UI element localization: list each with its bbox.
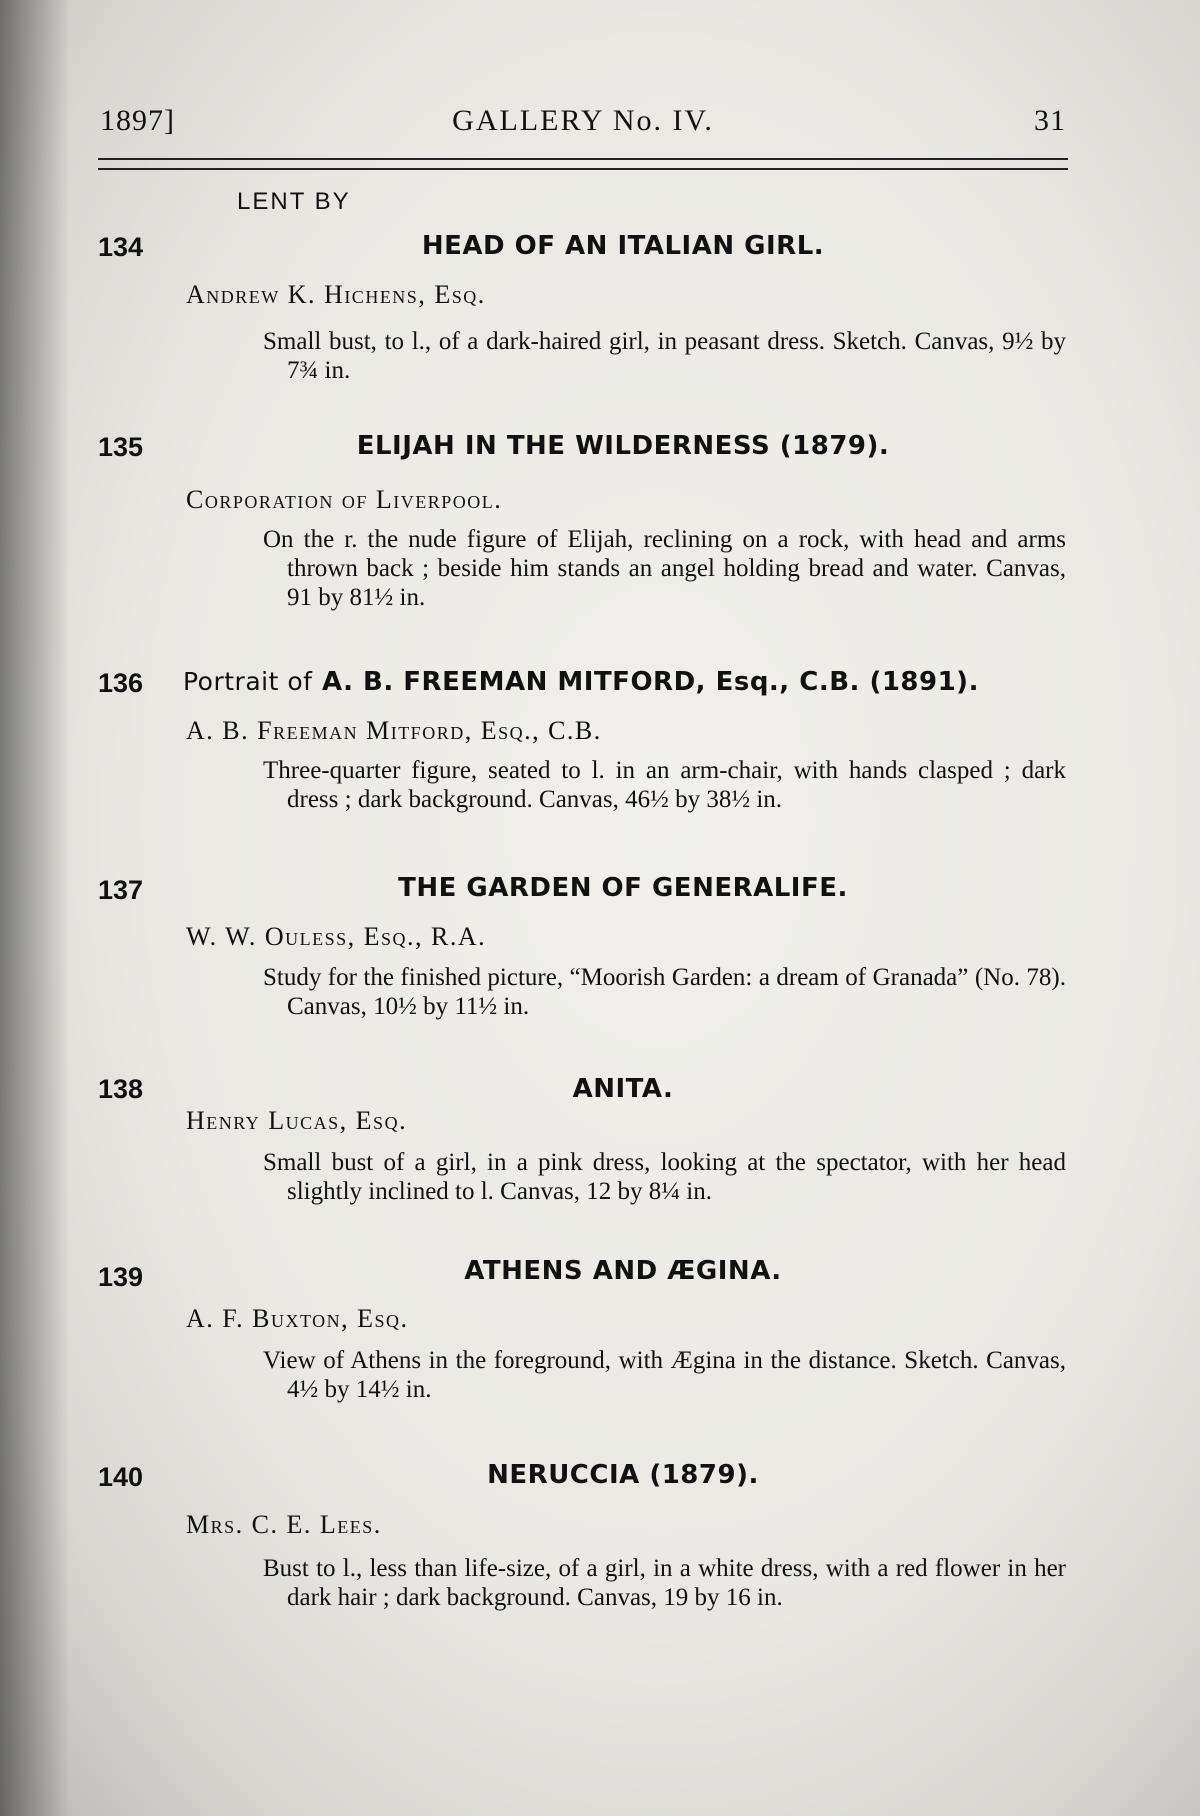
entry-description: On the r. the nude figure of Elijah, reclining on a rock, with head and arms thrown back ; beside him stands an angel holding bread and water. Canvas, 91 by 81½ in. (263, 526, 1066, 611)
entry-lender: Andrew K. Hichens, Esq. (186, 280, 486, 309)
entry-title: NERUCCIA (1879). (487, 1460, 759, 1490)
entry-lender: W. W. Ouless, Esq., R.A. (186, 922, 487, 951)
entry-title-lead: Portrait of (183, 667, 313, 696)
entry-number: 138 (98, 1074, 144, 1104)
entry-title: HEAD OF AN ITALIAN GIRL. (421, 231, 825, 261)
entry-title: ELIJAH IN THE WILDERNESS (1879). (356, 431, 890, 461)
header-title: GALLERY No. IV. (452, 104, 714, 137)
entry-lender: Corporation of Liverpool. (186, 485, 503, 514)
entry-description: Small bust, to l., of a dark-haired girl, in peasant dress. Sketch. Canvas, 9½ by 7¾ in. (263, 328, 1066, 384)
entry-number: 135 (98, 432, 144, 462)
entry-description: Bust to l., less than life-size, of a girl, in a white dress, with a red flower in her dark hair ; dark background. Canvas, 19 by 16 in. (263, 1555, 1066, 1611)
entry-lender: Mrs. C. E. Lees. (186, 1510, 382, 1539)
entry-title: THE GARDEN OF GENERALIFE. (398, 873, 848, 903)
entry-number: 139 (98, 1262, 144, 1292)
entry-title: ATHENS AND ÆGINA. (464, 1256, 782, 1286)
entry-title-main: A. B. FREEMAN MITFORD, Esq., C.B. (1891). (322, 667, 979, 697)
entry-description: Three-quarter figure, seated to l. in an arm-chair, with hands clasped ; dark dress ; dark background. Canvas, 46½ by 38½ in. (263, 757, 1066, 813)
entry-lender: Henry Lucas, Esq. (186, 1106, 408, 1135)
entry-description: Small bust of a girl, in a pink dress, looking at the spectator, with her head slightly inclined to l. Canvas, 12 by 8¼ in. (263, 1149, 1066, 1205)
entry-number: 137 (98, 875, 144, 905)
header-year: 1897] (100, 104, 175, 137)
entry-lender: A. F. Buxton, Esq. (186, 1304, 409, 1333)
page-header (100, 104, 1066, 144)
entry-title (183, 667, 1069, 697)
header-double-rule (98, 158, 1068, 170)
entry-number: 136 (98, 668, 144, 698)
entry-title: ANITA. (572, 1074, 674, 1104)
entry-lender: A. B. Freeman Mitford, Esq., C.B. (186, 716, 602, 745)
entry-number: 140 (98, 1462, 144, 1492)
binding-shadow (0, 0, 70, 1816)
entry-number: 134 (98, 232, 144, 262)
entry-description: Study for the finished picture, “Moorish Garden: a dream of Granada” (No. 78). Canvas, 10½ by 11½ in. (263, 964, 1066, 1020)
page-number: 31 (1034, 104, 1066, 137)
lent-by-heading: LENT BY (237, 188, 351, 215)
entry-description: View of Athens in the foreground, with Ægina in the distance. Sketch. Canvas, 4½ by 14½ in. (263, 1347, 1066, 1403)
